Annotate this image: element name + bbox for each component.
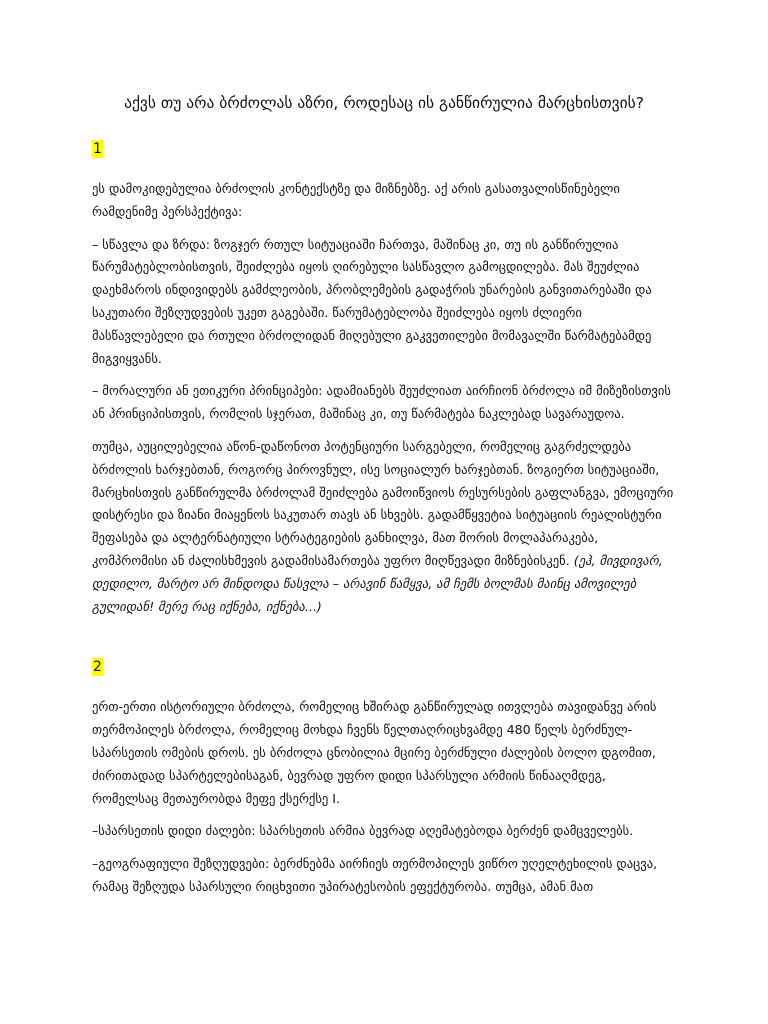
section-1-point-2: – მორალური ან ეთიკური პრინციპები: ადამიანებს შეუძლიათ აირჩიონ ბრძოლა იმ მიზეზისთვის ან პრინციპისთვის, რომლის სჯერათ, მაშინაც კი, თუ წარმატება ნაკლებად სავარაუდოა. [92,383,671,422]
section-2-point-1: –სპარსეთის დიდი ძალები: სპარსეთის არმია ბევრად აღემატებოდა ბერძენ დამცველებს. [92,823,634,839]
section-2 [92,656,676,898]
section-2-intro: ერთ-ერთი ისტორიული ბრძოლა, რომელიც ხშირად განწირულად ითვლება თავიდანვე არის თერმოპილეს ბრძოლა, რომელიც მოხდა ჩვენს წელთაღრიცხვამდე 480 წელს ბერძნულ-სპარსეთის ომების დროს. ეს ბრძოლა ცნობილია მცირე ბერძნული ძალების ბოლო დგომით, ძირითადად სპარტელებისაგან, ბევრად უფრო დიდი სპარსული არმიის წინააღმდეგ, რომელსაც მეთაურობდა მეფე ქსერქსე I. [92,699,657,806]
section-spacer [92,628,676,656]
section-1-point-1: – სწავლა და ზრდა: ზოგჯერ რთულ სიტუაციაში ჩართვა, მაშინაც კი, თუ ის განწირულია წარუმატებლობისთვის, შეიძლება იყოს ღირებული სასწავლო გამოცდილება. მას შეუძლია დაეხმაროს ინდივიდებს გამძლეობის, პრობლემების გადაჭრის უნარების განვითარებაში და საკუთარი შეზღუდვების უკეთ გაგებაში. წარუმატებლობა შეიძლება იყოს ძლიერი მასწავლებელი და რთული ბრძოლიდან მიღებული გაკვეთილები მომავალში წარმატებამდე მიგვიყვანს. [92,236,652,366]
section-1-number-wrap [92,138,676,156]
section-1-number: 1 [93,141,102,157]
section-1-conclusion-text: თუმცა, აუცილებელია აწონ-დაწონოთ პოტენციური სარგებელი, რომელიც გაგრძელდება ბრძოლის ხარჯებთან, როგორც პიროვნულ, ისე სოციალურ ხარჯებთან. ზოგიერთ სიტუაციაში, მარცხისთვის განწირულმა ბრძოლამ შეიძლება გამოიწვიოს რესურსების გაფლანგვა, ემოციური დისტრესი და ზიანი მიაყენოს საკუთარ თავს ან სხვებს. გადამწყვეტია სიტუაციის რეალისტური შეფასება და ალტერნატიული სტრატეგიების განხილვა, მათ შორის მოლაპარაკება, კომპრომისი ან ძალისხმევის გადამისამართება უფრო მიღწევადი მიზნებისკენ. [92,438,674,568]
section-1 [92,138,676,618]
document-title: აქვს თუ არა ბრძოლას აზრი, როდესაც ის განწირულია მარცხისთვის? [124,94,644,112]
section-2-point-2: –გეოგრაფიული შეზღუდვები: ბერძნებმა აირჩიეს თერმოპილეს ვიწრო უღელტეხილის დაცვა, რამაც შეზღუდა სპარსული რიცხვითი უპირატესობის ეფექტურობა. თუმცა, ამან მათ [92,856,658,894]
section-1-intro: ეს დამოკიდებულია ბრძოლის კონტექსტზე და მიზნებზე. აქ არის გასათვალისწინებელი რამდენიმე პერსპექტივა: [92,181,620,219]
section-1-conclusion [92,436,676,618]
section-2-number: 2 [93,659,102,676]
section-2-number-wrap [92,656,676,674]
section-1-conclusion-italic: (ეჰ, მივდივარ, დედილო, მარტო არ მინდოდა წასვლა – არავინ წამყვა, ამ ჩემს ბოლმას მაინც ამოვილებ გულიდან! მერე რაც იქნება, იქნება...) [92,552,663,614]
